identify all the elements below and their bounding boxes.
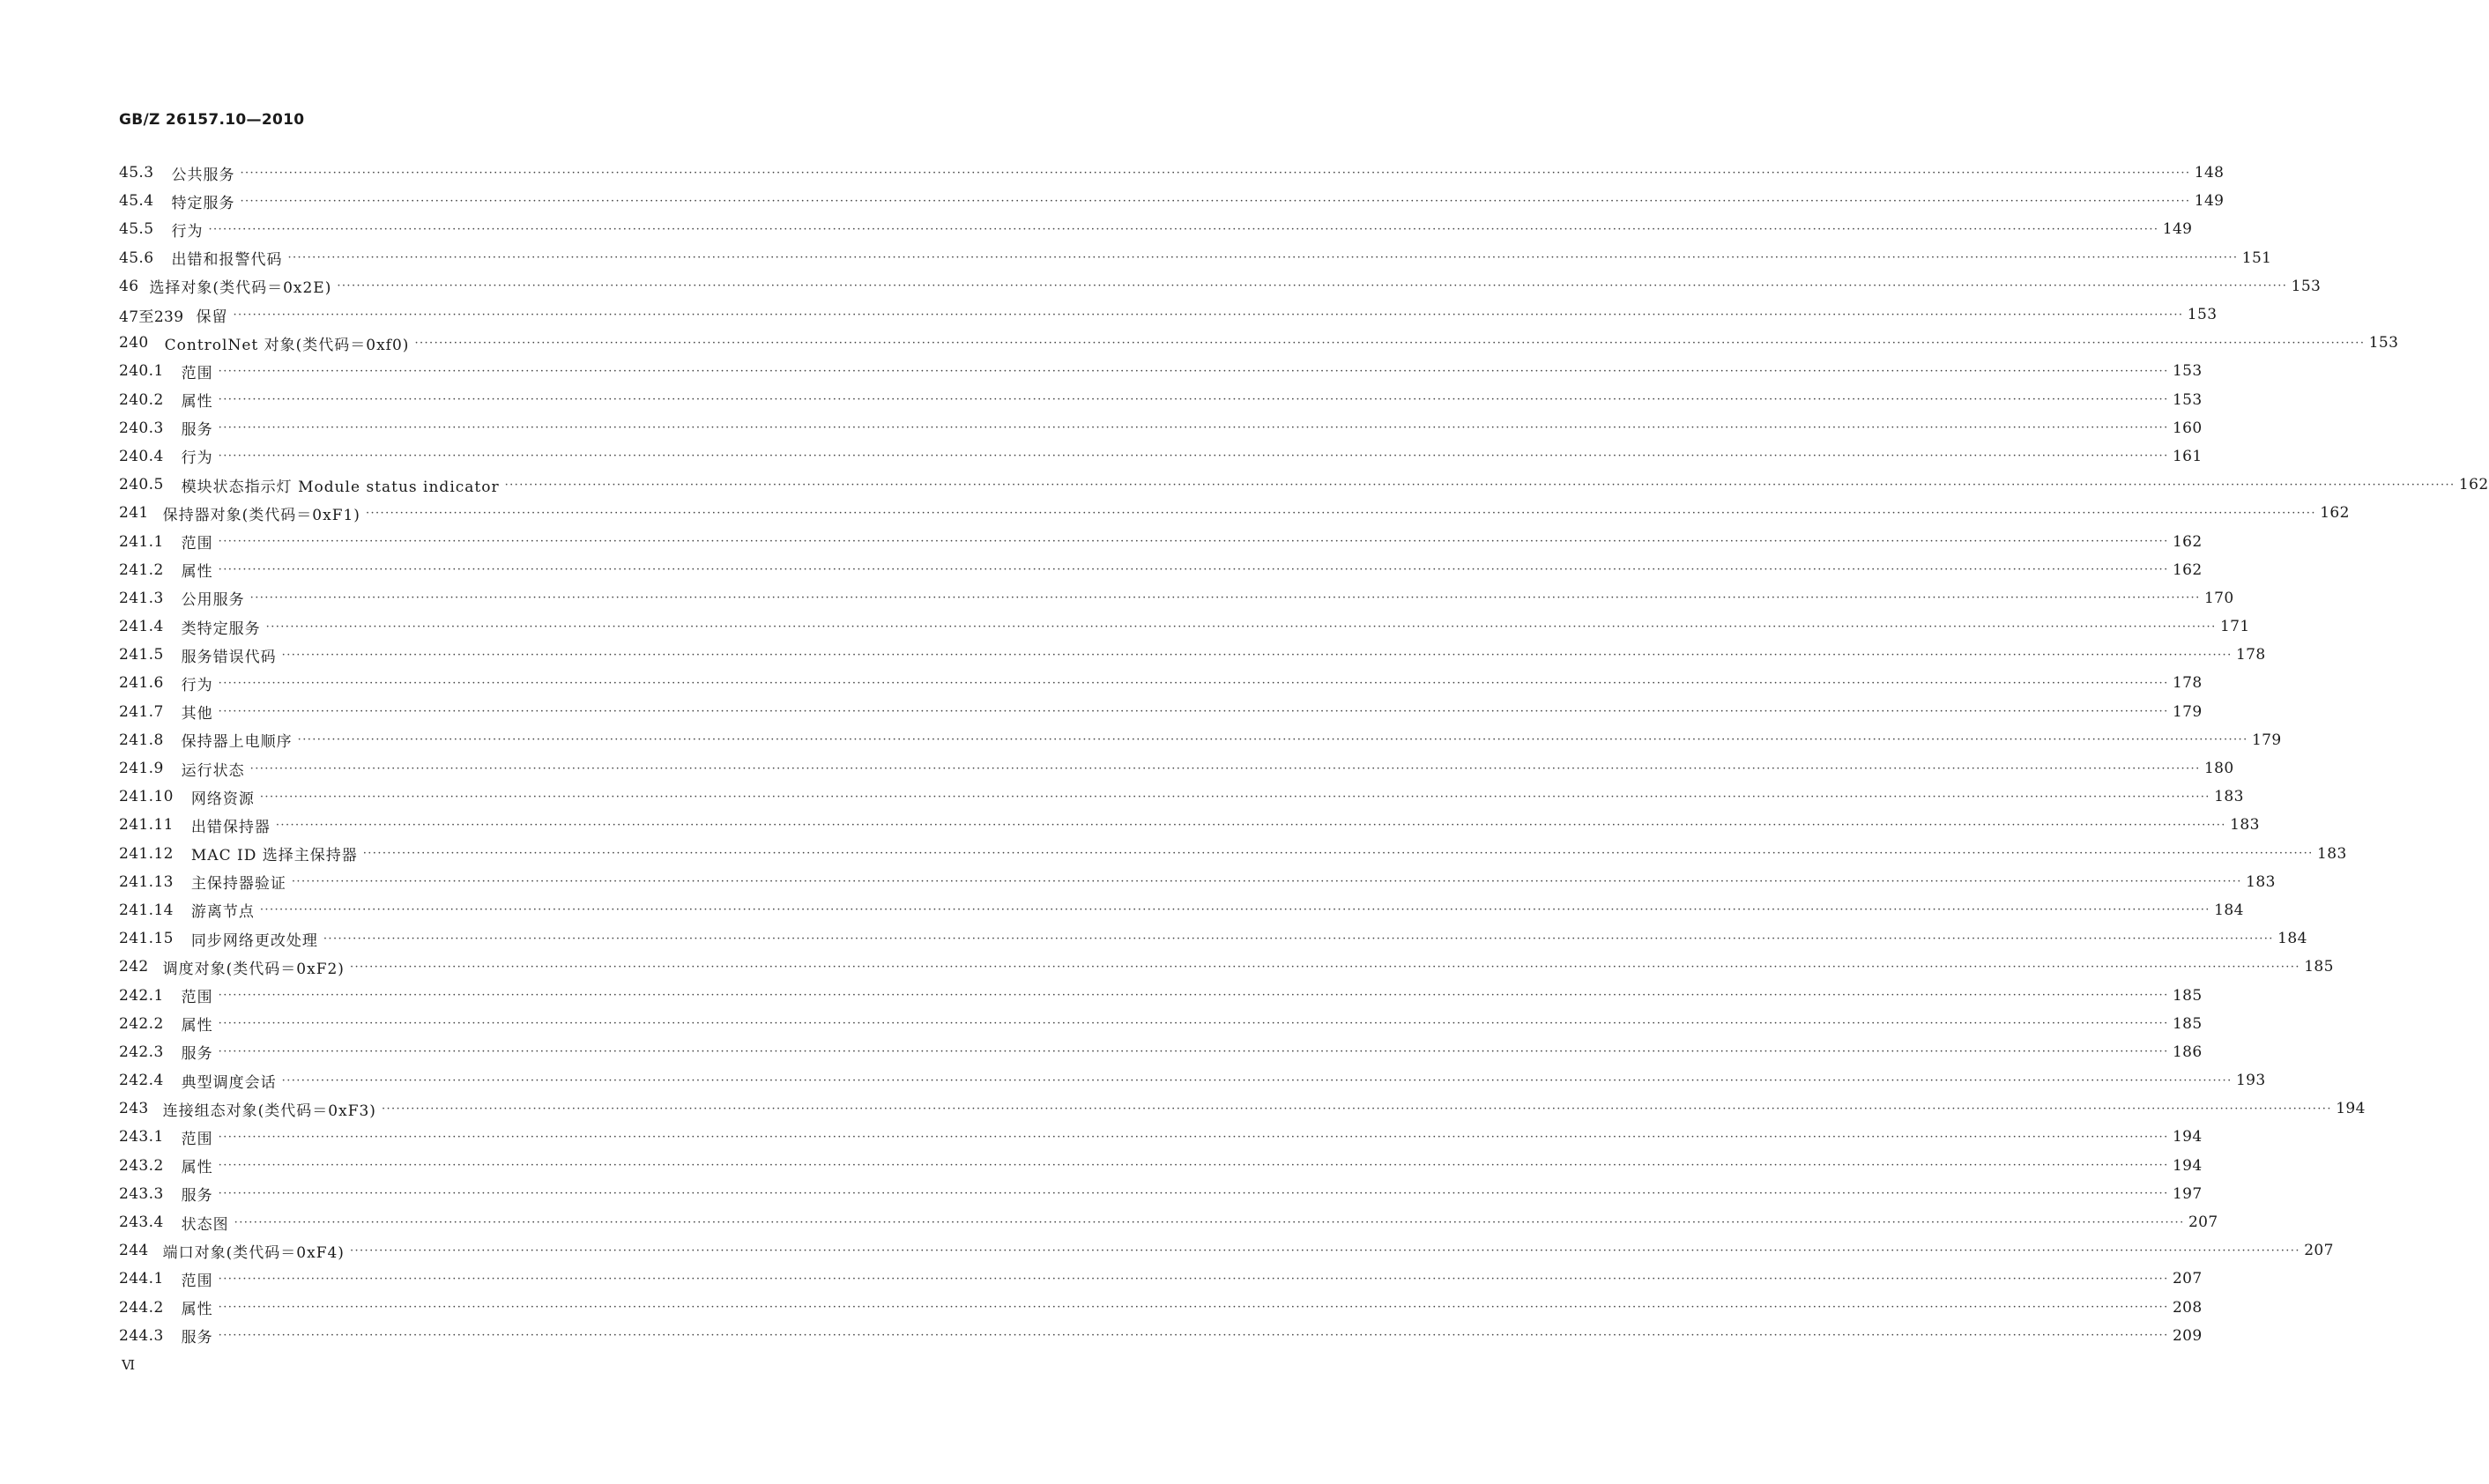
toc-entry-page: 207: [2188, 1213, 2218, 1232]
toc-dot-leader: ················································································································································································································································································································································································································: [291, 875, 2242, 889]
toc-entry-page: 162: [2320, 504, 2350, 523]
toc-entry-page: 171: [2219, 618, 2250, 636]
toc-dot-leader: ················································································································································································································································································································································································································: [218, 705, 2169, 719]
toc-entry[interactable]: [119, 726, 2282, 754]
toc-entry-number: 242.3: [119, 1043, 164, 1061]
toc-entry-page: 194: [2172, 1156, 2203, 1175]
toc-entry-page: 153: [2172, 390, 2203, 409]
toc-entry-title: 其他: [181, 705, 213, 723]
toc-dot-leader: ················································································································································································································································································································································································································: [349, 960, 2300, 974]
toc-entry-page: 185: [2172, 1014, 2203, 1033]
toc-entry-number: 244.1: [119, 1270, 164, 1288]
toc-entry-title: 运行状态: [181, 761, 245, 780]
toc-dot-leader: ················································································································································································································································································································································································································: [233, 308, 2184, 322]
toc-entry-number: 45.4: [119, 192, 154, 211]
toc-entry[interactable]: [119, 386, 2203, 414]
toc-entry-page: 180: [2203, 760, 2234, 778]
toc-entry-title: 范围: [181, 364, 213, 382]
toc-entry-title: 网络资源: [190, 790, 255, 808]
toc-entry-number: 241.7: [119, 702, 164, 721]
toc-entry-title: 行为: [171, 222, 204, 241]
toc-entry-title: 范围: [181, 1272, 213, 1290]
toc-entry-number: 241.14: [119, 901, 174, 919]
toc-entry-title: 类特定服务: [181, 620, 261, 638]
toc-entry-page: 209: [2172, 1326, 2203, 1345]
toc-entry[interactable]: [119, 754, 2234, 783]
toc-entry[interactable]: [119, 669, 2203, 697]
toc-entry-page: 179: [2172, 702, 2203, 721]
toc-entry-title: 保持器上电顺序: [181, 733, 293, 752]
toc-entry-page: 161: [2172, 447, 2203, 465]
toc-entry-title: 调度对象(类代码＝0xF2): [162, 960, 345, 978]
toc-dot-leader: ················································································································································································································································································································································································································: [218, 1272, 2169, 1286]
toc-entry-page: 148: [2194, 164, 2225, 182]
toc-entry-title: 服务: [181, 1329, 213, 1347]
toc-entry-title: 行为: [181, 449, 213, 468]
toc-entry[interactable]: [119, 1123, 2203, 1151]
toc-entry[interactable]: [119, 1152, 2203, 1180]
toc-entry-page: 186: [2172, 1043, 2203, 1061]
toc-entry-number: 240: [119, 334, 149, 352]
toc-dot-leader: ················································································································································································································································································································································································································: [218, 563, 2169, 577]
toc-entry-number: 240.2: [119, 390, 164, 409]
toc-entry[interactable]: [119, 244, 2272, 272]
toc-entry[interactable]: [119, 698, 2203, 726]
toc-entry-title: 游离节点: [190, 903, 255, 922]
toc-entry-page: 178: [2235, 646, 2266, 664]
toc-dot-leader: ················································································································································································································································································································································································································: [234, 1215, 2185, 1229]
toc-dot-leader: ················································································································································································································································································································································································································: [287, 251, 2239, 265]
toc-entry-title: 特定服务: [171, 194, 235, 212]
toc-entry-number: 241.6: [119, 674, 164, 693]
toc-dot-leader: ················································································································································································································································································································································································································: [218, 449, 2169, 464]
toc-dot-leader: ················································································································································································································································································································································································································: [249, 761, 2201, 775]
toc-entry[interactable]: [119, 1236, 2334, 1265]
toc-entry-page: 149: [2162, 220, 2193, 239]
toc-dot-leader: ················································································································································································································································································································································································································: [259, 903, 2210, 917]
toc-entry-number: 45.5: [119, 220, 154, 239]
toc-entry-title: 同步网络更改处理: [190, 931, 318, 950]
toc-entry[interactable]: [119, 1265, 2203, 1293]
toc-entry-title: 范围: [181, 1130, 213, 1148]
toc-entry-page: 153: [2172, 362, 2203, 381]
toc-entry[interactable]: [119, 612, 2250, 641]
toc-entry-title: 服务错误代码: [181, 648, 277, 666]
toc-dot-leader: ················································································································································································································································································································································································································: [281, 648, 2233, 662]
toc-entry-number: 241.4: [119, 618, 164, 636]
toc-entry-title: 服务: [181, 421, 213, 440]
toc-entry-page: 193: [2235, 1072, 2266, 1090]
toc-dot-leader: ················································································································································································································································································································································································································: [249, 591, 2201, 605]
toc-entry-page: 162: [2172, 532, 2203, 551]
toc-entry-page: 185: [2304, 958, 2334, 976]
toc-entry-page: 178: [2172, 674, 2203, 693]
page-number: Ⅵ: [122, 1357, 136, 1373]
toc-entry-number: 241.1: [119, 532, 164, 551]
toc-entry-number: 241: [119, 504, 149, 523]
toc-entry-number: 241.8: [119, 731, 164, 749]
toc-dot-leader: ················································································································································································································································································································································································································: [240, 166, 2191, 180]
toc-entry-page: 153: [2187, 306, 2218, 324]
toc-entry-title: 属性: [181, 1301, 213, 1319]
toc-entry[interactable]: [119, 811, 2260, 839]
toc-entry[interactable]: [119, 641, 2266, 669]
toc-dot-leader: ················································································································································································································································································································································································································: [504, 478, 2456, 492]
toc-entry[interactable]: [119, 868, 2276, 896]
toc-dot-leader: ················································································································································································································································································································································································································: [218, 1130, 2169, 1144]
toc-entry[interactable]: [119, 159, 2225, 187]
toc-entry-page: 185: [2172, 986, 2203, 1005]
toc-entry[interactable]: [119, 1010, 2203, 1038]
toc-entry-number: 244.3: [119, 1326, 164, 1345]
toc-entry-title: 模块状态指示灯 Module status indicator: [181, 478, 500, 496]
toc-entry[interactable]: [119, 556, 2203, 584]
toc-entry[interactable]: [119, 840, 2347, 868]
toc-entry-page: 162: [2458, 476, 2489, 494]
toc-entry-number: 241.12: [119, 844, 174, 863]
toc-entry-number: 241.3: [119, 589, 164, 607]
toc-entry-number: 240.1: [119, 362, 164, 381]
toc-dot-leader: ················································································································································································································································································································································································································: [218, 535, 2169, 549]
toc-entry-number: 244.2: [119, 1298, 164, 1317]
toc-entry-title: 服务: [181, 1045, 213, 1064]
toc-entry-page: 183: [2317, 844, 2347, 863]
toc-entry-page: 184: [2214, 901, 2244, 919]
toc-entry-title: 属性: [181, 1159, 213, 1177]
toc-entry-page: 153: [2291, 277, 2322, 295]
toc-entry-title: 出错保持器: [190, 818, 271, 836]
toc-entry[interactable]: [119, 357, 2203, 385]
toc-dot-leader: ················································································································································································································································································································································································································: [281, 1073, 2233, 1087]
toc-dot-leader: ················································································································································································································································································································································································································: [323, 931, 2274, 946]
toc-entry-title: 服务: [181, 1187, 213, 1206]
toc-entry-number: 240.5: [119, 476, 164, 494]
toc-entry-title: 选择对象(类代码＝0x2E): [149, 279, 332, 298]
toc-entry-number: 241.13: [119, 872, 174, 891]
toc-dot-leader: ················································································································································································································································································································································································································: [259, 790, 2210, 804]
toc-entry-title: 主保持器验证: [190, 875, 286, 894]
toc-entry-title: 属性: [181, 393, 213, 412]
toc-dot-leader: ················································································································································································································································································································································································································: [381, 1102, 2332, 1116]
toc-entry-page: 160: [2172, 419, 2203, 437]
toc-dot-leader: ················································································································································································································································································································································································································: [414, 336, 2366, 350]
toc-entry-page: 207: [2172, 1270, 2203, 1288]
toc-entry[interactable]: [119, 471, 2489, 499]
toc-entry-number: 242.2: [119, 1014, 164, 1033]
toc-entry[interactable]: [119, 953, 2334, 981]
toc-dot-leader: ················································································································································································································································································································································································································: [218, 1159, 2169, 1173]
toc-entry[interactable]: [119, 783, 2244, 811]
toc-entry-title: 行为: [181, 676, 213, 694]
toc-entry[interactable]: [119, 584, 2234, 612]
toc-entry[interactable]: [119, 981, 2203, 1009]
toc-entry-number: 47至239: [119, 308, 184, 326]
toc-entry-number: 243.2: [119, 1156, 164, 1175]
toc-entry-title: 属性: [181, 563, 213, 582]
toc-dot-leader: ················································································································································································································································································································································································································: [218, 393, 2169, 407]
toc-entry[interactable]: [119, 414, 2203, 442]
toc-entry[interactable]: [119, 896, 2244, 924]
toc-entry-number: 240.3: [119, 419, 164, 437]
toc-entry-page: 153: [2368, 334, 2399, 352]
toc-entry[interactable]: [119, 499, 2350, 527]
toc-entry[interactable]: [119, 1294, 2203, 1322]
toc-entry-number: 242: [119, 958, 149, 976]
toc-dot-leader: ················································································································································································································································································································································································································: [365, 506, 2316, 520]
toc-entry-title: 公共服务: [171, 166, 235, 184]
toc-entry-number: 241.5: [119, 646, 164, 664]
toc-entry[interactable]: [119, 329, 2399, 357]
toc-dot-leader: ················································································································································································································································································································································································································: [218, 1301, 2169, 1315]
toc-entry[interactable]: [119, 1322, 2203, 1350]
toc-entry-title: MAC ID 选择主保持器: [190, 847, 358, 865]
toc-dot-leader: ················································································································································································································································································································································································································: [275, 818, 2226, 832]
toc-entry-number: 240.4: [119, 447, 164, 465]
toc-entry[interactable]: [119, 1066, 2266, 1094]
toc-dot-leader: ················································································································································································································································································································································································································: [240, 194, 2191, 208]
toc-entry-number: 242.1: [119, 986, 164, 1005]
toc-entry-number: 244: [119, 1242, 149, 1260]
toc-entry-number: 46: [119, 277, 139, 295]
toc-dot-leader: ················································································································································································································································································································································································································: [218, 1187, 2169, 1201]
toc-entry-number: 241.10: [119, 788, 174, 806]
toc-entry-page: 170: [2203, 589, 2234, 607]
toc-entry-title: 连接组态对象(类代码＝0xF3): [162, 1102, 376, 1120]
table-of-contents: [119, 159, 2489, 1350]
toc-entry-title: ControlNet 对象(类代码＝0xf0): [164, 336, 410, 354]
toc-entry-number: 243: [119, 1100, 149, 1118]
toc-entry-title: 范围: [181, 535, 213, 553]
toc-entry-page: 194: [2336, 1100, 2366, 1118]
toc-entry-title: 状态图: [181, 1215, 229, 1234]
toc-dot-leader: ················································································································································································································································································································································································································: [218, 676, 2169, 690]
toc-entry-page: 179: [2251, 731, 2282, 749]
toc-entry-page: 183: [2246, 872, 2276, 891]
toc-dot-leader: ················································································································································································································································································································································································································: [362, 847, 2314, 861]
toc-entry[interactable]: [119, 272, 2322, 301]
toc-entry[interactable]: [119, 215, 2193, 243]
toc-entry-page: 194: [2172, 1128, 2203, 1146]
toc-entry-page: 208: [2172, 1298, 2203, 1317]
toc-entry-title: 保持器对象(类代码＝0xF1): [162, 506, 360, 524]
document-id: GB/Z 26157.10—2010: [119, 111, 305, 129]
toc-entry-page: 184: [2277, 930, 2307, 948]
toc-dot-leader: ················································································································································································································································································································································································································: [218, 1045, 2169, 1059]
toc-entry[interactable]: [119, 1094, 2366, 1123]
toc-entry[interactable]: [119, 442, 2203, 471]
toc-entry[interactable]: [119, 527, 2203, 555]
toc-entry-number: 241.15: [119, 930, 174, 948]
toc-entry-title: 端口对象(类代码＝0xF4): [162, 1243, 345, 1262]
toc-entry-number: 241.2: [119, 560, 164, 579]
toc-dot-leader: ················································································································································································································································································································································································································: [218, 421, 2169, 435]
toc-dot-leader: ················································································································································································································································································································································································································: [208, 222, 2159, 236]
toc-dot-leader: ················································································································································································································································································································································································································: [218, 1329, 2169, 1343]
toc-entry-title: 保留: [196, 308, 228, 326]
toc-dot-leader: ················································································································································································································································································································································································································: [265, 620, 2217, 634]
toc-entry-number: 45.3: [119, 164, 154, 182]
toc-entry[interactable]: [119, 1208, 2218, 1236]
toc-entry[interactable]: [119, 924, 2307, 953]
toc-entry-title: 属性: [181, 1017, 213, 1035]
toc-dot-leader: ················································································································································································································································································································································································································: [337, 279, 2288, 293]
toc-entry-page: 162: [2172, 560, 2203, 579]
toc-entry-page: 207: [2304, 1242, 2334, 1260]
toc-entry-number: 243.3: [119, 1184, 164, 1203]
toc-entry-title: 出错和报警代码: [171, 251, 283, 270]
toc-entry[interactable]: [119, 187, 2225, 215]
toc-entry-number: 243.4: [119, 1213, 164, 1232]
toc-entry-title: 典型调度会话: [181, 1073, 277, 1092]
toc-entry-page: 151: [2241, 249, 2272, 267]
toc-dot-leader: ················································································································································································································································································································································································································: [349, 1243, 2300, 1258]
toc-dot-leader: ················································································································································································································································································································································································································: [218, 989, 2169, 1003]
toc-entry-number: 243.1: [119, 1128, 164, 1146]
toc-entry-page: 183: [2214, 788, 2244, 806]
toc-dot-leader: ················································································································································································································································································································································································································: [297, 733, 2248, 747]
toc-entry-number: 241.11: [119, 816, 174, 835]
toc-dot-leader: ················································································································································································································································································································································································································: [218, 364, 2169, 378]
toc-entry-page: 149: [2194, 192, 2225, 211]
toc-entry-title: 范围: [181, 989, 213, 1007]
toc-entry-number: 241.9: [119, 760, 164, 778]
toc-entry[interactable]: [119, 1180, 2203, 1208]
toc-dot-leader: ················································································································································································································································································································································································································: [218, 1017, 2169, 1031]
toc-entry[interactable]: [119, 301, 2218, 329]
toc-entry[interactable]: [119, 1038, 2203, 1066]
toc-entry-page: 197: [2172, 1184, 2203, 1203]
toc-entry-page: 183: [2230, 816, 2260, 835]
toc-entry-number: 45.6: [119, 249, 154, 267]
toc-entry-title: 公用服务: [181, 591, 245, 610]
toc-entry-number: 242.4: [119, 1072, 164, 1090]
